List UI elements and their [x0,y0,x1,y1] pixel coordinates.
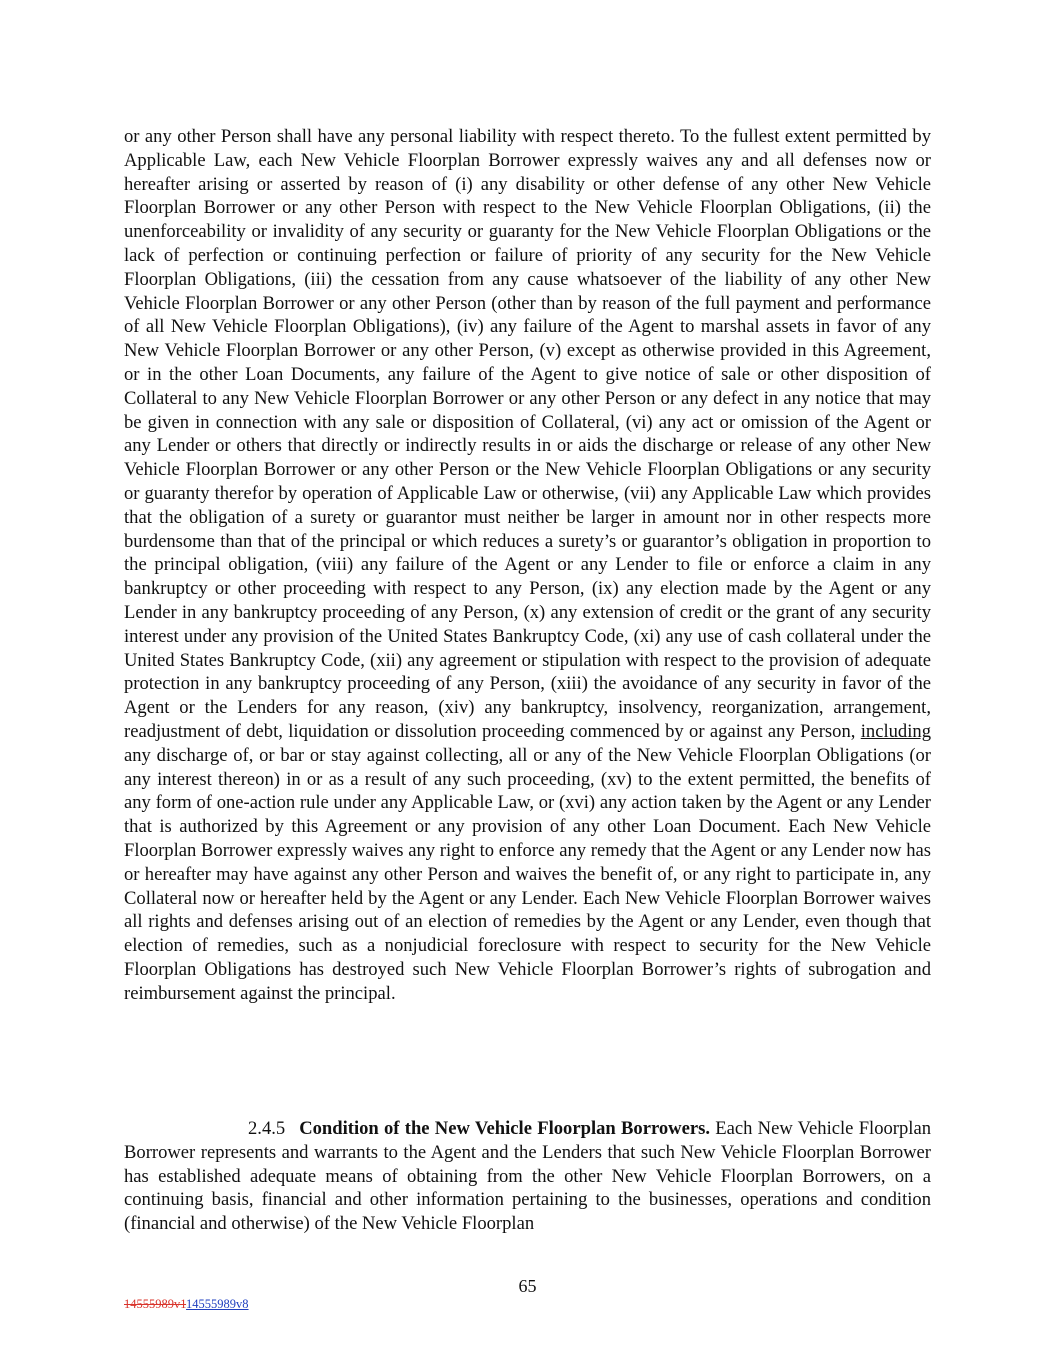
document-id-deleted: 14555989v1 [124,1297,187,1311]
page-number: 65 [518,1276,537,1296]
document-id [124,1297,249,1312]
section-2-4-5 [124,1117,931,1236]
section-title: Condition of the New Vehicle Floorplan Borrowers. [299,1118,710,1139]
section-number: 2.4.5 [248,1118,286,1139]
document-id-inserted: 14555989v8 [186,1297,249,1311]
section-text: Each New Vehicle Floorplan Borrower represents and warrants to the Agent and the Lenders that such New Vehicle Floorplan Borrower has established adequate means of obtaining from the other New Vehicle Floorplan Borrowers, on a continuing basis, financial and other information pertaining to the businesses, operations and condition (financial and otherwise) of the New Vehicle Floorplan [124,1118,931,1235]
paragraph-text-part-2: any discharge of, or bar or stay against collecting, all or any of the New Vehicle Floorplan Obligations (or any interest thereon) in or as a result of any such proceeding, (xv) to the extent permitted, the benefits of any form of one-action rule under any Applicable Law, or (xvi) any action taken by the Agent or any Lender that is authorized by this Agreement or any provision of any other Loan Document. Each New Vehicle Floorplan Borrower expressly waives any right to enforce any remedy that the Agent or any Lender now has or hereafter may have against any other Person and waives the benefit of, or any right to participate in, any Collateral now or hereafter held by the Agent or any Lender. Each New Vehicle Floorplan Borrower waives all rights and defenses arising out of an election of remedies by the Agent or any Lender, even though that election of remedies, such as a nonjudicial foreclosure with respect to security for the New Vehicle Floorplan Obligations has destroyed such New Vehicle Floorplan Borrower’s rights of subrogation and reimbursement against the principal. [124,744,931,1004]
body-paragraph [124,125,931,1005]
paragraph-text-part-1: or any other Person shall have any personal liability with respect thereto. To the fullest extent permitted by Applicable Law, each New Vehicle Floorplan Borrower expressly waives any and all defenses now or hereafter arising or asserted by reason of (i) any disability or other defense of any other New Vehicle Floorplan Borrower or any other Person with respect to the New Vehicle Floorplan Obligations, (ii) the unenforceability or invalidity of any security or guaranty for the New Vehicle Floorplan Obligations or the lack of perfection or continuing perfection or failure of priority of any security for the New Vehicle Floorplan Obligations, (iii) the cessation from any cause whatsoever of the liability of any other New Vehicle Floorplan Borrower or any other Person (other than by reason of the full payment and performance of all New Vehicle Floorplan Obligations), (iv) any failure of the Agent to marshal assets in favor of any New Vehicle Floorplan Borrower or any other Person, (v) except as otherwise provided in this Agreement, or in the other Loan Documents, any failure of the Agent to give notice of sale or other disposition of Collateral to any New Vehicle Floorplan Borrower or any other Person or any defect in any notice that may be given in connection with any sale or disposition of Collateral, (vi) any act or omission of the Agent or any Lender or others that directly or indirectly results in or aids the discharge or release of any other New Vehicle Floorplan Borrower or any other Person or the New Vehicle Floorplan Obligations or any security or guaranty therefor by operation of Applicable Law or otherwise, (vii) any Applicable Law which provides that the obligation of a surety or guarantor must neither be larger in amount nor in other respects more burdensome than that of the principal or which reduces a surety’s or guarantor’s obligation in proportion to the principal obligation, (viii) any failure of the Agent or any Lender to file or enforce a claim in any bankruptcy or other proceeding with respect to any Person, (ix) any election made by the Agent or any Lender in any bankruptcy proceeding of any Person, (x) any extension of credit or the grant of any security interest under any provision of the United States Bankruptcy Code, (xi) any use of cash collateral under the United States Bankruptcy Code, (xii) any agreement or stipulation with respect to the provision of adequate protection in any bankruptcy proceeding of any Person, (xiii) the avoidance of any security in favor of the Agent or the Lenders for any reason, (xiv) any bankruptcy, insolvency, reorganization, arrangement, readjustment of debt, liquidation or dissolution proceeding commenced by or against any Person, [124,126,931,742]
underlined-term-including: including [860,720,931,742]
